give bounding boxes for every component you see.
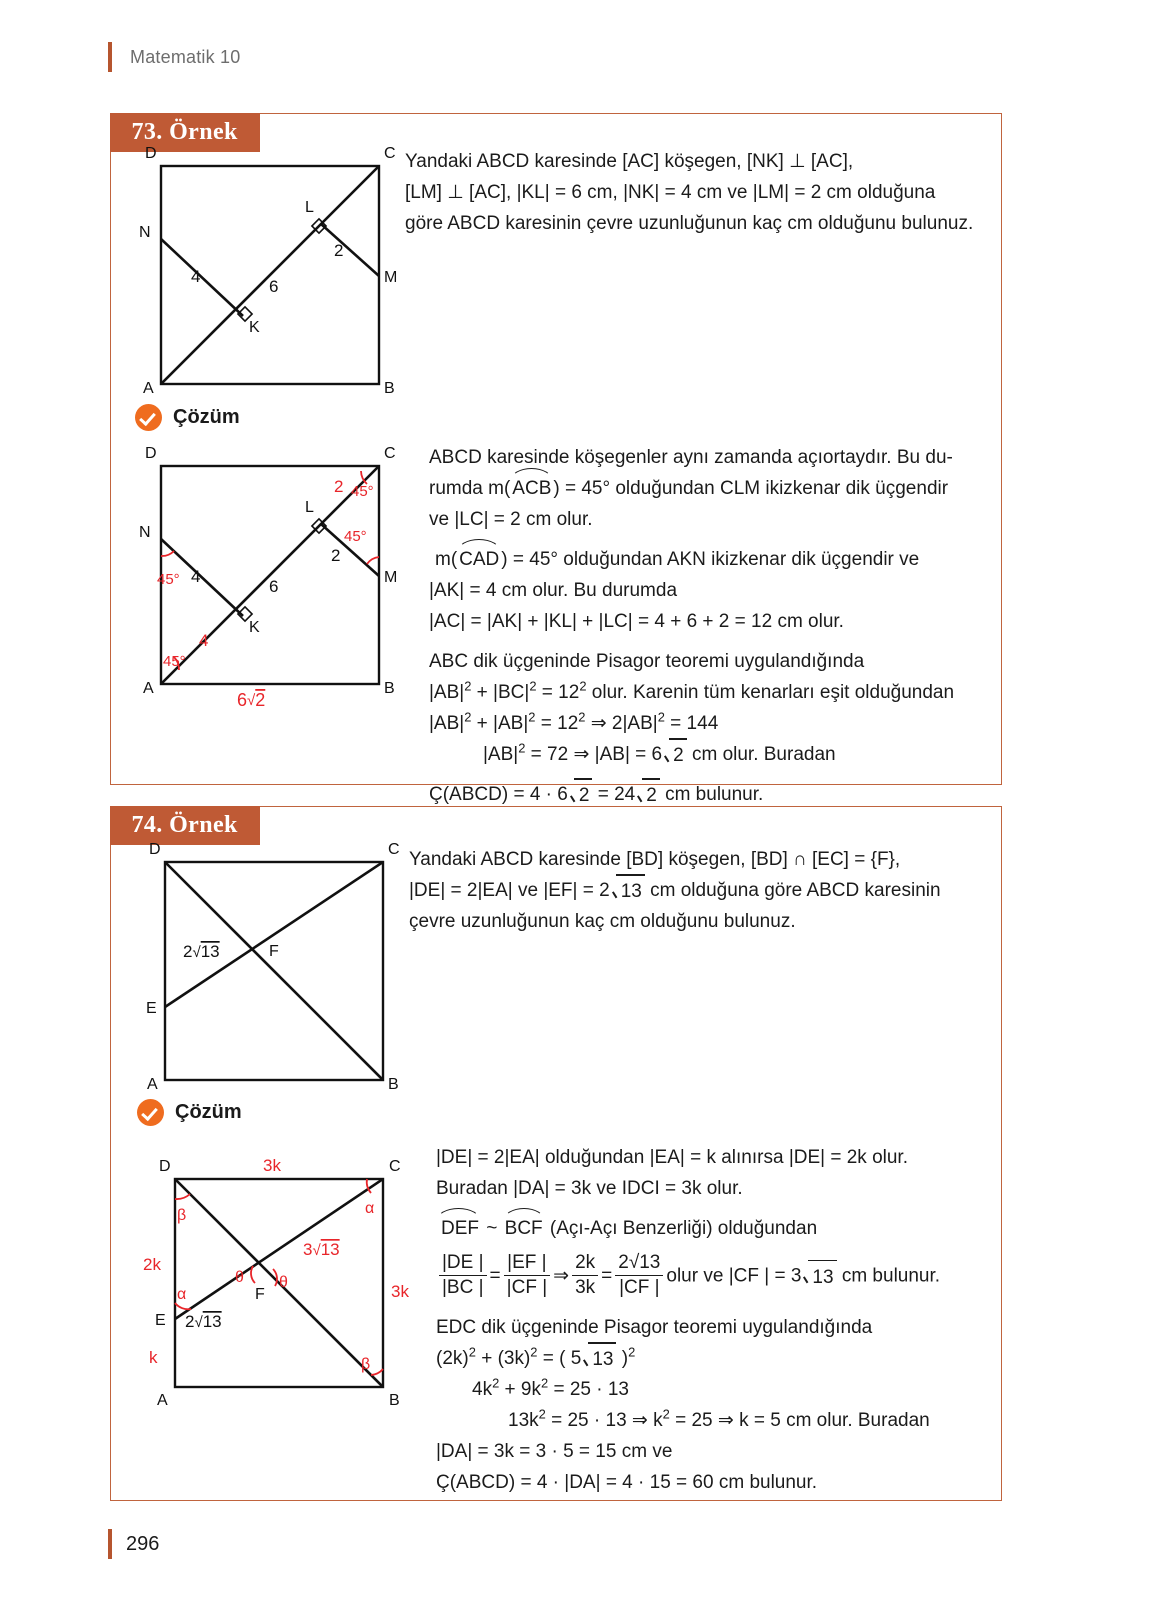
s73-p3b4: olur. Karenin tüm kenarları eşit olduğundan <box>586 682 955 703</box>
accent-bar <box>108 42 112 72</box>
s73-p5c: cm bulunur. <box>659 784 764 805</box>
s73-p1c: ) = 45° olduğundan CLM ikizkenar dik üçgendir <box>553 478 949 499</box>
q73-line-2: [LM] ⊥ [AC], |KL| = 6 cm, |NK| = 4 cm ve |LM| = 2 cm olduğuna <box>405 182 936 203</box>
angle-beta-B: β <box>361 1356 371 1373</box>
angle-beta-D: β <box>177 1207 187 1224</box>
s73-p4a: |AB| <box>483 744 519 765</box>
example-73-box <box>110 113 1002 806</box>
angle-C: 45° <box>351 483 374 500</box>
s73-p4b: = 72 ⇒ |AB| = 6 <box>525 744 663 765</box>
s73-p5b: = 24 <box>592 784 636 805</box>
label-A: A <box>143 680 154 697</box>
example-74-solution-marker <box>137 1099 242 1126</box>
s74-p6a: 4k <box>472 1379 493 1400</box>
angle-alpha-C: α <box>365 1200 375 1217</box>
label-L: L <box>305 499 314 516</box>
example-74-solution-text <box>436 1142 996 1498</box>
example-74-solution-figure <box>133 1147 413 1412</box>
label-C: C <box>384 445 396 462</box>
label-N: N <box>139 524 151 541</box>
page-footer <box>108 1528 159 1560</box>
frac-2r13-CF: $\frac{2√13}{|CF |}$ <box>615 1252 663 1299</box>
angle-alpha-E: α <box>177 1286 187 1303</box>
length-BC: 3k <box>391 1282 409 1301</box>
s73-p1b: rumda m( <box>429 478 511 499</box>
s73-p3c5: = 144 <box>664 713 719 734</box>
example-73-ribbon: 73. Örnek <box>110 113 260 152</box>
eq-sign-1: = <box>489 1265 501 1287</box>
s73-p2c: |AK| = 4 cm olur. Bu durumda <box>429 580 678 601</box>
s73-p1 <box>429 442 989 535</box>
label-C: C <box>384 145 396 162</box>
length-LC: 2 <box>334 477 344 496</box>
q74-line-2 <box>409 875 999 906</box>
s73-p4c: cm olur. Buradan <box>686 744 836 765</box>
s74-p2tail: (Açı-Açı Benzerliği) olduğundan <box>544 1218 818 1239</box>
check-circle-icon <box>135 404 162 431</box>
footer-accent-bar <box>108 1529 112 1559</box>
frac-DE-BC: $\frac{|DE |}{|BC |}$ <box>439 1252 487 1299</box>
example-74-question-text <box>409 844 999 937</box>
length-NK: 4 <box>191 567 201 586</box>
s74-p7a: 13k <box>508 1410 539 1431</box>
s73-p3c4: ⇒ 2|AB| <box>585 713 658 734</box>
s74-p1a: |DE| = 2|EA| olduğundan |EA| = k alınırsa |DE| = 2k olur. <box>436 1147 908 1168</box>
length-NK: 4 <box>191 267 201 286</box>
q74-line2-pre: |DE| = 2|EA| ve |EF| = 2 <box>409 880 610 901</box>
frac-2k-3k: $\frac{2k}{3k}$ <box>572 1252 598 1299</box>
label-F: F <box>269 943 279 960</box>
running-head <box>108 40 240 74</box>
s74-p8: |DA| = 3k = 3 · 5 = 15 cm ve <box>436 1441 673 1462</box>
label-K: K <box>249 319 260 336</box>
length-AK: 4 <box>199 631 209 650</box>
example-73-solution-marker <box>135 404 240 431</box>
sqrt-13-c: 13 <box>582 1343 616 1374</box>
s74-p7: $13k^2 = 25 \cdot 13$ ⇒ $k^2 = 25$ ⇒ k = 5 cm olur. Buradan <box>508 1406 930 1431</box>
example-73-solution-figure <box>129 444 404 709</box>
s73-p1a: ABCD karesinde köşegenler aynı zamanda açıortaydır. Bu du- <box>429 447 953 468</box>
s74-p5d: ) <box>616 1348 629 1369</box>
s73-p3a: ABC dik üçgeninde Pisagor teoremi uygulandığında <box>429 651 865 672</box>
example-74-question-figure <box>133 840 403 1093</box>
length-EF: 2√13 <box>185 1312 222 1331</box>
example-73-solution-text <box>429 442 989 810</box>
s73-p3c1: |AB| <box>429 713 465 734</box>
s73-p3c2: + |AB| <box>471 713 529 734</box>
sqrt-2: 2 <box>663 739 687 770</box>
angle-N: 45° <box>157 571 180 588</box>
s73-p3b3: = 12 <box>536 682 580 703</box>
s73-p2 <box>429 544 989 637</box>
label-N: N <box>139 224 151 241</box>
sqrt-2-b: 2 <box>569 779 593 810</box>
label-A: A <box>143 380 154 397</box>
example-74-box <box>110 806 1002 1501</box>
label-L: L <box>305 199 314 216</box>
s74-p5: $(2k)^2 + (3k)^2$ = ( 5 13 )$^2$ <box>436 1343 996 1374</box>
s74-p6: $4k^2 + 9k^2 = 25 \cdot 13$ <box>472 1375 629 1400</box>
length-LM: 2 <box>334 241 344 260</box>
angle-theta-right: θ <box>279 1274 288 1291</box>
arc-DEF: DEF <box>436 1213 481 1244</box>
label-B: B <box>384 380 395 397</box>
example-73-question-text <box>405 146 985 239</box>
s74-p9: Ç(ABCD) = 4 · |DA| = 4 · 15 = 60 cm bulunur. <box>436 1472 818 1493</box>
s73-p2a: m( <box>435 549 458 570</box>
q74-line2-post: cm olduğuna göre ABCD karesinin <box>644 880 941 901</box>
length-AB: 6√2 <box>237 690 266 710</box>
eq-sign-2: = <box>601 1265 613 1287</box>
s73-p3b2: + |BC| <box>471 682 530 703</box>
s74-p3tail: olur ve |CF | = 3 <box>666 1265 802 1287</box>
label-C: C <box>389 1158 401 1175</box>
length-LM: 2 <box>331 546 341 565</box>
s73-p2b: ) = 45° olduğundan AKN ikizkenar dik üçgendir ve <box>501 549 920 570</box>
solution-label: Çözüm <box>175 1101 242 1123</box>
label-A: A <box>147 1076 158 1093</box>
label-F: F <box>255 1286 265 1303</box>
label-M: M <box>384 569 398 586</box>
s73-p2d: |AC| = |AK| + |KL| + |LC| = 4 + 6 + 2 = 12 cm olur. <box>429 611 844 632</box>
s73-p3c3: = 12 <box>535 713 579 734</box>
label-K: K <box>249 619 260 636</box>
s73-p5a: Ç(ABCD) = 4 · 6 <box>429 784 568 805</box>
angle-M: 45° <box>344 528 367 545</box>
label-B: B <box>389 1392 400 1409</box>
frac-EF-CF: $\frac{|EF |}{|CF |}$ <box>504 1252 550 1299</box>
sqrt-13-b: 13 <box>802 1261 836 1292</box>
implies-sign: ⇒ <box>553 1265 570 1287</box>
s74-p6b: + 9k <box>499 1379 541 1400</box>
s73-p3: ABC dik üçgeninde Pisagor teoremi uygulandığında $|AB|^2 + |BC|^2 = 12^2$ olur. Karenin tüm kenarları eşit olduğundan $|AB|^2 + |AB|^2 = 12^2$ ⇒ $2|AB|^2 = 144$ $|AB|^2 = 72$ ⇒ |AB| = 6 2 cm olur. Buradan <box>429 646 989 770</box>
length-DC: 3k <box>263 1156 281 1175</box>
label-B: B <box>388 1076 399 1093</box>
label-D: D <box>149 841 161 858</box>
label-D: D <box>145 445 157 462</box>
s74-p5c: = ( 5 <box>537 1348 582 1369</box>
q74-line-3: çevre uzunluğunun kaç cm olduğunu bulunuz. <box>409 911 796 932</box>
label-B: B <box>384 680 395 697</box>
example-73-question-figure <box>129 144 399 397</box>
angle-A: 45° <box>163 653 186 670</box>
s74-p4: EDC dik üçgeninde Pisagor teoremi uygulandığında <box>436 1317 873 1338</box>
length-DE: 2k <box>143 1255 161 1274</box>
q73-line-1: Yandaki ABCD karesinde [AC] köşegen, [NK] ⊥ [AC], <box>405 151 854 172</box>
length-KL: 6 <box>269 277 279 296</box>
length-EF: 2√13 <box>183 942 220 961</box>
solution-label: Çözüm <box>173 406 240 428</box>
length-KL: 6 <box>269 577 279 596</box>
s74-p3-ratio <box>436 1253 996 1300</box>
s74-p6c: = 25 · 13 <box>548 1379 629 1400</box>
label-D: D <box>145 145 157 162</box>
length-FC: 3√13 <box>303 1240 340 1259</box>
arc-BCF: BCF <box>503 1213 545 1244</box>
label-E: E <box>155 1312 166 1329</box>
s74-p3tail2: cm bulunur. <box>836 1265 941 1287</box>
book-title: Matematik 10 <box>130 46 241 67</box>
angle-theta-left: θ <box>235 1269 244 1286</box>
page-number: 296 <box>126 1532 160 1555</box>
label-C: C <box>388 841 400 858</box>
sqrt-2-c: 2 <box>636 779 660 810</box>
sqrt-13: 13 <box>611 875 645 906</box>
example-74-ribbon: 74. Örnek <box>110 806 260 845</box>
label-M: M <box>384 269 398 286</box>
arc-ACB: ACB <box>510 473 553 504</box>
length-EA: k <box>149 1348 158 1367</box>
label-D: D <box>159 1158 171 1175</box>
s74-p5a: (2k) <box>436 1348 469 1369</box>
q74-line-1: Yandaki ABCD karesinde [BD] köşegen, [BD] ∩ [EC] = {F}, <box>409 849 901 870</box>
check-circle-icon <box>137 1099 164 1126</box>
arc-CAD: CAD <box>457 544 501 575</box>
q73-line-3: göre ABCD karesinin çevre uzunluğunun kaç cm olduğunu bulunuz. <box>405 213 974 234</box>
label-E: E <box>146 1000 157 1017</box>
s74-p5b: + (3k) <box>475 1348 531 1369</box>
s73-p1d: ve |LC| = 2 cm olur. <box>429 509 593 530</box>
s74-sim: ~ <box>481 1218 503 1239</box>
s74-p7c: = 25 ⇒ k = 5 cm olur. Buradan <box>669 1410 930 1431</box>
s73-p3b1: |AB| <box>429 682 465 703</box>
s74-p2 <box>436 1213 996 1244</box>
s74-p1b: Buradan |DA| = 3k ve IDCI = 3k olur. <box>436 1178 743 1199</box>
label-A: A <box>157 1392 168 1409</box>
s74-p7b: = 25 · 13 ⇒ k <box>545 1410 663 1431</box>
